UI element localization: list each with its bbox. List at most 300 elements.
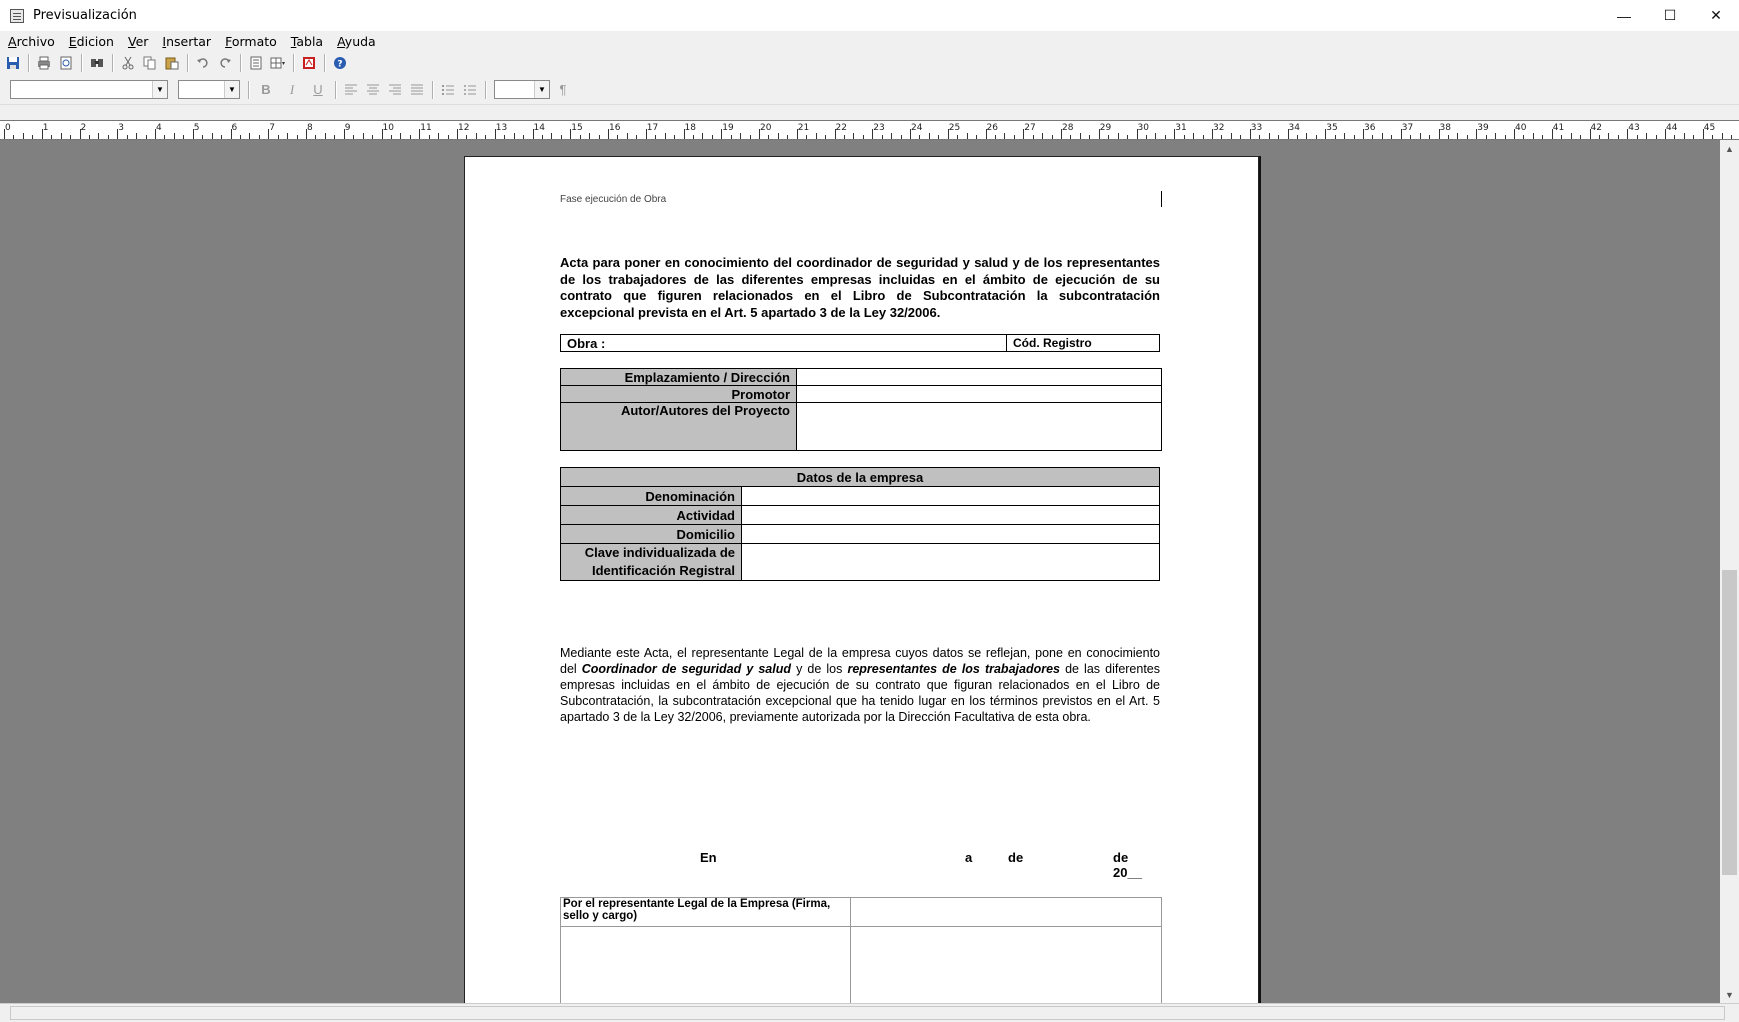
show-formatting-button[interactable]: ¶ — [559, 82, 567, 97]
svg-text:?: ? — [337, 59, 343, 70]
ruler-number: 28 — [1062, 123, 1074, 133]
ruler-tick — [193, 129, 194, 139]
body-bold-representantes: representantes de los trabajadores — [847, 662, 1060, 676]
denominacion-value[interactable] — [742, 487, 1160, 506]
ruler-tick — [1052, 135, 1053, 139]
ruler-tick — [1372, 135, 1373, 139]
ruler-tick — [495, 129, 496, 139]
ruler-number: 39 — [1477, 123, 1489, 133]
ruler-number: 32 — [1213, 123, 1225, 133]
ruler-tick — [240, 135, 241, 139]
ruler-tick — [1382, 133, 1383, 139]
print-preview-icon[interactable] — [58, 55, 74, 71]
ruler-tick — [1250, 129, 1251, 139]
ruler-tick — [1004, 133, 1005, 139]
font-name-select[interactable] — [10, 80, 168, 99]
ruler-tick — [400, 133, 401, 139]
minimize-button[interactable]: — — [1617, 7, 1631, 24]
style-select[interactable] — [494, 80, 550, 99]
ruler-tick — [1344, 133, 1345, 139]
ruler-number: 15 — [571, 123, 583, 133]
ruler-tick — [1608, 133, 1609, 139]
ruler-number: 43 — [1628, 123, 1640, 133]
ruler-number: 34 — [1288, 123, 1300, 133]
vertical-scrollbar[interactable] — [1720, 140, 1739, 1003]
ruler-tick — [1316, 135, 1317, 139]
ruler-tick — [174, 133, 175, 139]
ruler-tick — [882, 135, 883, 139]
ruler-tick — [1184, 135, 1185, 139]
format-toolbar — [0, 75, 1739, 105]
ruler-tick — [759, 129, 760, 139]
ruler-tick — [1023, 129, 1024, 139]
ruler-tick — [1108, 135, 1109, 139]
ruler-tick — [1505, 135, 1506, 139]
chevron-down-icon: ▼ — [534, 81, 549, 98]
ruler-tick — [372, 135, 373, 139]
ruler-number: 42 — [1590, 123, 1602, 133]
ruler-tick — [1127, 135, 1128, 139]
ruler-tick — [391, 135, 392, 139]
ruler-tick — [164, 135, 165, 139]
domicilio-label: Domicilio — [561, 525, 742, 544]
ruler-tick — [1278, 135, 1279, 139]
ruler-tick — [183, 135, 184, 139]
ruler-tick — [995, 135, 996, 139]
standard-toolbar — [0, 51, 1739, 75]
ruler-tick — [570, 129, 571, 139]
ruler-tick — [514, 133, 515, 139]
ruler-tick — [1420, 133, 1421, 139]
toolbar-separator — [335, 81, 336, 99]
document-workspace[interactable] — [0, 140, 1720, 1003]
ruler-tick — [1231, 133, 1232, 139]
ruler-tick — [249, 133, 250, 139]
ruler-tick — [155, 129, 156, 139]
actividad-value[interactable] — [742, 506, 1160, 525]
ruler-number: 16 — [609, 123, 621, 133]
ruler-number: 21 — [797, 123, 810, 133]
ruler-number: 30 — [1137, 123, 1149, 133]
ruler-tick — [419, 129, 420, 139]
emplazamiento-label: Emplazamiento / Dirección — [561, 369, 797, 386]
undo-icon[interactable] — [195, 55, 211, 71]
ruler-tick — [580, 135, 581, 139]
signature-label: Por el representante Legal de la Empresa (Firma, sello y cargo) — [561, 898, 851, 927]
align-left-icon[interactable] — [343, 82, 359, 98]
body-text-3: de las diferentes empresas incluidas en el ámbito de ejecución de su contrato que figuran relacionados en el Libro de Subcontratación, la subcontratación excepcional que ha tenido lugar en los términos previstos en el Art. 5 apartado 3 de la Ley 32/2006, previamente autorizada por la Dirección Facultativa de esta obra. — [560, 662, 1161, 724]
paste-icon[interactable] — [164, 55, 180, 71]
ruler-tick — [1325, 129, 1326, 139]
ruler-tick — [1203, 135, 1204, 139]
toolbar-separator — [432, 81, 433, 99]
ruler-tick — [929, 133, 930, 139]
ruler-tick — [1259, 135, 1260, 139]
ruler-tick — [797, 129, 798, 139]
clave-value[interactable] — [742, 544, 1160, 581]
app-icon — [10, 9, 24, 23]
ruler-tick — [13, 135, 14, 139]
ruler-tick — [523, 135, 524, 139]
ruler-tick — [410, 135, 411, 139]
font-size-select[interactable] — [178, 80, 240, 99]
ruler-tick — [51, 135, 52, 139]
bullet-list-icon[interactable] — [462, 82, 478, 98]
ruler-tick — [231, 129, 232, 139]
toolbar-separator — [240, 54, 241, 72]
signature-box-right[interactable] — [851, 927, 1162, 1004]
ruler-tick — [221, 135, 222, 139]
obra-label: Obra : — [561, 335, 1007, 352]
chevron-down-icon: ▼ — [224, 81, 239, 98]
ruler-tick — [1401, 129, 1402, 139]
signature-header-right — [851, 898, 1162, 927]
ruler-tick — [485, 135, 486, 139]
ruler-tick — [617, 135, 618, 139]
copy-icon[interactable] — [142, 55, 158, 71]
ruler-number: 38 — [1439, 123, 1451, 133]
help-icon[interactable] — [332, 55, 348, 71]
promotor-value[interactable] — [797, 386, 1162, 403]
ruler-tick — [1240, 135, 1241, 139]
ruler-tick — [1146, 135, 1147, 139]
insert-table-icon[interactable] — [270, 55, 286, 71]
ruler-tick — [1193, 133, 1194, 139]
ruler-tick — [986, 129, 987, 139]
close-button[interactable]: ✕ — [1710, 7, 1722, 23]
body-paragraph — [560, 645, 1160, 725]
ruler-tick — [1731, 135, 1732, 139]
ruler-tick — [750, 135, 751, 139]
ruler-tick — [825, 135, 826, 139]
menu-ver[interactable]: Ver — [127, 33, 149, 49]
ruler-tick — [1627, 129, 1628, 139]
ruler-tick — [268, 129, 269, 139]
status-panel — [10, 1006, 1725, 1020]
ruler-tick — [712, 135, 713, 139]
ruler-number: 13 — [495, 123, 508, 133]
ruler-tick — [919, 135, 920, 139]
ruler-tick — [778, 133, 779, 139]
ruler-number: 41 — [1552, 123, 1565, 133]
ruler-tick — [42, 129, 43, 139]
cut-icon[interactable] — [120, 55, 136, 71]
ruler-tick — [1561, 135, 1562, 139]
menu-tabla[interactable]: Tabla — [290, 33, 324, 49]
ruler-tick — [1599, 135, 1600, 139]
align-center-icon[interactable] — [365, 82, 381, 98]
ruler-number: 5 — [193, 123, 200, 133]
ruler-tick — [1514, 129, 1515, 139]
ruler-tick — [835, 129, 836, 139]
ruler-number: 8 — [307, 123, 313, 133]
ruler-number: 22 — [835, 123, 847, 133]
date-line — [560, 850, 1160, 880]
ruler-tick — [967, 133, 968, 139]
ruler-tick — [382, 129, 383, 139]
scrollbar-thumb[interactable] — [1722, 570, 1737, 875]
ruler-tick — [1165, 135, 1166, 139]
ruler-tick — [1070, 135, 1071, 139]
ruler-number: 7 — [269, 123, 275, 133]
status-bar — [0, 1003, 1739, 1022]
ruler-tick — [429, 135, 430, 139]
ruler-tick — [1297, 135, 1298, 139]
ruler-tick — [1089, 135, 1090, 139]
date-a-label: a — [965, 850, 973, 865]
domicilio-value[interactable] — [742, 525, 1160, 544]
ruler-tick — [863, 135, 864, 139]
ruler-tick — [957, 135, 958, 139]
ruler-tick — [98, 133, 99, 139]
scroll-up-icon[interactable]: ▲ — [1725, 143, 1734, 154]
ruler-tick — [61, 133, 62, 139]
ruler-tick — [684, 129, 685, 139]
ruler-tick — [1495, 133, 1496, 139]
ruler-tick — [1354, 135, 1355, 139]
chevron-down-icon: ▼ — [152, 81, 167, 98]
ruler-tick — [608, 129, 609, 139]
scroll-down-icon[interactable]: ▼ — [1725, 989, 1734, 1000]
ruler-tick — [1033, 135, 1034, 139]
ruler-number: 35 — [1326, 123, 1338, 133]
ruler-number: 18 — [684, 123, 696, 133]
ruler-tick — [1712, 135, 1713, 139]
toolbar-separator — [187, 54, 188, 72]
toolbar-separator — [324, 54, 325, 72]
ruler-tick — [740, 133, 741, 139]
underline-button[interactable]: U — [313, 82, 323, 97]
ruler-tick — [1467, 135, 1468, 139]
ruler-tick — [1448, 135, 1449, 139]
document-page[interactable] — [464, 156, 1259, 1003]
ruler-tick — [872, 129, 873, 139]
ruler-tick — [80, 129, 81, 139]
autores-value[interactable] — [797, 403, 1162, 451]
pdf-icon[interactable] — [301, 55, 317, 71]
bold-button[interactable]: B — [261, 82, 271, 97]
ruler-number: 40 — [1515, 123, 1527, 133]
ruler-number: 20 — [760, 123, 772, 133]
page-layout-icon[interactable] — [248, 55, 264, 71]
ruler-tick — [1457, 133, 1458, 139]
print-icon[interactable] — [36, 55, 52, 71]
company-table — [560, 467, 1160, 581]
ruler-number: 6 — [231, 123, 238, 133]
ruler-tick — [1684, 133, 1685, 139]
toolbar-separator — [81, 54, 82, 72]
ruler-tick — [202, 135, 203, 139]
ruler-tick — [636, 135, 637, 139]
toolbar-spacer — [0, 105, 1739, 120]
ruler-tick — [1523, 135, 1524, 139]
ruler-tick — [4, 129, 5, 139]
ruler-tick — [702, 133, 703, 139]
find-icon[interactable] — [89, 55, 105, 71]
menu-archivo[interactable]: Archivo — [8, 33, 55, 49]
ruler-tick — [278, 135, 279, 139]
ruler-tick — [1363, 129, 1364, 139]
ruler-number: 17 — [646, 123, 659, 133]
ruler-tick — [1656, 135, 1657, 139]
ruler-number: 12 — [458, 123, 470, 133]
ruler-tick — [476, 133, 477, 139]
date-en-label: En — [700, 850, 717, 865]
ruler-tick — [1269, 133, 1270, 139]
ruler-tick — [816, 133, 817, 139]
ruler-number: 14 — [533, 123, 545, 133]
ruler-tick — [117, 129, 118, 139]
ruler-tick — [1580, 135, 1581, 139]
date-de-label: de — [1008, 850, 1024, 865]
align-right-icon[interactable] — [387, 82, 403, 98]
intro-heading: Acta para poner en conocimiento del coordinador de seguridad y salud y de los representantes de los trabajadores de las diferentes empresas incluidas en el ámbito de ejecución de su contrato que figuren relacionados en el Libro de Subcontratación la subcontratación excepcional prevista en el Art. 5 apartado 3 de la Ley 32/2006. — [560, 255, 1160, 320]
ruler-tick — [1410, 135, 1411, 139]
ruler-tick — [70, 135, 71, 139]
ruler-tick — [1590, 129, 1591, 139]
menu-insertar[interactable]: Insertar — [162, 33, 212, 49]
ruler-tick — [1212, 129, 1213, 139]
ruler-tick — [674, 135, 675, 139]
ruler-tick — [844, 135, 845, 139]
ruler-tick — [1014, 135, 1015, 139]
ruler-tick — [551, 133, 552, 139]
text-cursor — [1161, 191, 1162, 207]
toolbar-separator — [112, 54, 113, 72]
toolbar-separator — [248, 81, 249, 99]
ruler-number: 1 — [42, 123, 49, 133]
maximize-button[interactable]: ☐ — [1663, 7, 1677, 23]
ruler-number: 33 — [1250, 123, 1263, 133]
ruler-tick — [948, 129, 949, 139]
menu-bar — [0, 31, 1739, 51]
menu-formato[interactable]: Formato — [225, 33, 277, 49]
ruler-tick — [910, 129, 911, 139]
ruler-tick — [853, 133, 854, 139]
ruler-number: 23 — [873, 123, 885, 133]
ruler-number: 9 — [344, 123, 351, 133]
ruler-tick — [1118, 133, 1119, 139]
ruler-number: 44 — [1666, 123, 1678, 133]
numbered-list-icon[interactable] — [440, 82, 456, 98]
ruler-tick — [938, 135, 939, 139]
ruler-tick — [1542, 135, 1543, 139]
ruler-tick — [1646, 133, 1647, 139]
ruler-tick — [1703, 129, 1704, 139]
ruler-tick — [1552, 129, 1553, 139]
ruler-number: 45 — [1703, 123, 1716, 133]
toolbar-separator — [293, 54, 294, 72]
ruler-tick — [1429, 135, 1430, 139]
ruler-tick — [627, 133, 628, 139]
ruler-tick — [646, 129, 647, 139]
ruler-tick — [1306, 133, 1307, 139]
ruler-number: 37 — [1401, 123, 1414, 133]
ruler-number: 11 — [420, 123, 432, 133]
ruler-tick — [466, 135, 467, 139]
redo-icon[interactable] — [217, 55, 233, 71]
ruler-tick — [1061, 129, 1062, 139]
ruler-tick — [334, 135, 335, 139]
body-text-2: y de los — [791, 662, 848, 676]
ruler-tick — [448, 135, 449, 139]
ruler-tick — [1618, 135, 1619, 139]
ruler-tick — [306, 129, 307, 139]
clave-label: Clave individualizada de Identificación Registral — [561, 544, 742, 581]
ruler-tick — [976, 135, 977, 139]
ruler-tick — [212, 133, 213, 139]
menu-edicion[interactable]: Edicion — [68, 33, 114, 49]
ruler-tick — [504, 135, 505, 139]
ruler-tick — [1637, 135, 1638, 139]
ruler-number: 4 — [156, 123, 162, 133]
ruler-tick — [1155, 133, 1156, 139]
ruler-tick — [259, 135, 260, 139]
ruler-tick — [325, 133, 326, 139]
page-header: Fase ejecución de Obra — [560, 194, 667, 205]
ruler-number: 0 — [5, 123, 11, 133]
ruler-tick — [344, 129, 345, 139]
ruler-tick — [1174, 129, 1175, 139]
justify-icon[interactable] — [409, 82, 425, 98]
save-icon[interactable] — [5, 55, 21, 71]
menu-ayuda[interactable]: Ayuda — [337, 33, 376, 49]
ruler-tick — [1476, 129, 1477, 139]
ruler-tick — [457, 129, 458, 139]
ruler-tick — [533, 129, 534, 139]
ruler-tick — [1722, 133, 1723, 139]
ruler-tick — [363, 133, 364, 139]
italic-button[interactable]: I — [289, 81, 295, 97]
ruler-tick — [1099, 129, 1100, 139]
ruler-tick — [589, 133, 590, 139]
ruler-tick — [297, 135, 298, 139]
denominacion-label: Denominación — [561, 487, 742, 506]
ruler-tick — [768, 135, 769, 139]
ruler-tick — [1042, 133, 1043, 139]
ruler-tick — [665, 133, 666, 139]
ruler-tick — [1693, 135, 1694, 139]
date-year-label: de 20__ — [1113, 850, 1142, 880]
ruler-tick — [721, 129, 722, 139]
ruler-tick — [1335, 135, 1336, 139]
ruler-tick — [1439, 129, 1440, 139]
ruler-number: 19 — [722, 123, 734, 133]
ruler-tick — [32, 135, 33, 139]
ruler-tick — [287, 133, 288, 139]
ruler-tick — [315, 135, 316, 139]
ruler-tick — [127, 135, 128, 139]
ruler-tick — [89, 135, 90, 139]
ruler-tick — [731, 135, 732, 139]
ruler-tick — [806, 135, 807, 139]
ruler-number: 29 — [1099, 123, 1112, 133]
ruler-tick — [901, 135, 902, 139]
ruler-tick — [693, 135, 694, 139]
ruler-number: 31 — [1175, 123, 1187, 133]
obra-table — [560, 334, 1160, 352]
toolbar-separator — [28, 54, 29, 72]
toolbar-separator — [485, 81, 486, 99]
ruler-tick — [787, 135, 788, 139]
ruler-tick — [108, 135, 109, 139]
emplazamiento-value[interactable] — [797, 369, 1162, 386]
ruler-tick — [438, 133, 439, 139]
registro-label: Cód. Registro — [1007, 335, 1160, 352]
ruler-tick — [891, 133, 892, 139]
signature-box-left[interactable] — [561, 927, 851, 1004]
ruler-tick — [1137, 129, 1138, 139]
